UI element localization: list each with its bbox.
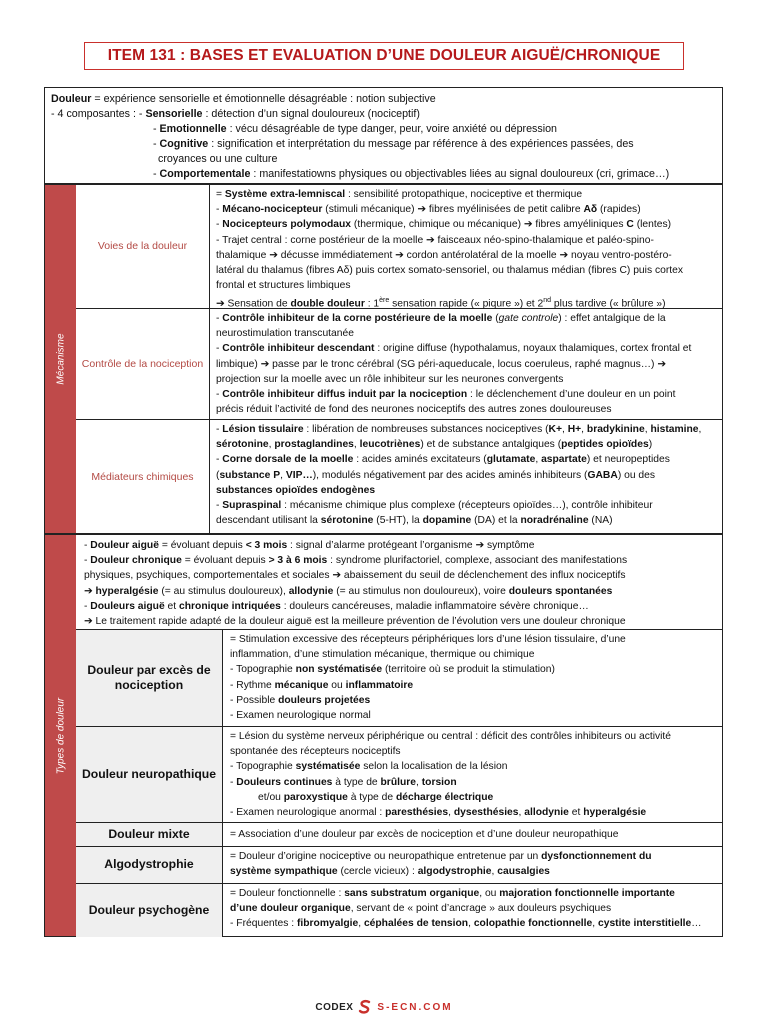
text-line: = Douleur fonctionnelle : sans substratum organique, ou majoration fonctionnelle importante (230, 888, 675, 899)
row-content-voies (210, 185, 722, 309)
text-line: - Supraspinal : mécanisme chimique plus complexe (récepteurs opioïdes…), contrôle inhibiteur (216, 500, 653, 512)
type-content-algodystrophie (223, 847, 722, 884)
text-line: - Contrôle inhibiteur descendant : origine diffuse (hypothalamus, noyaux thalamiques, cortex frontal et (216, 343, 692, 355)
text-line: - Douleur aiguë = évoluant depuis < 3 mois : signal d’alarme protégeant l’organisme ➔ symptôme (84, 540, 535, 551)
text-line: = Association d’une douleur par excès de nociception et d’une douleur neuropathique (230, 829, 619, 840)
text-line: projection sur la moelle avec un rôle inhibiteur sur les neurones convergents (216, 373, 564, 385)
text-line: - Possible douleurs projetées (230, 694, 371, 706)
text-line: sérotonine, prostaglandines, leucotriènes) et de substance antalgiques (peptides opioïdes) (216, 439, 653, 451)
text-line: précis réduit l’activité de fond des neurones nociceptifs des autres zones douloureuses (216, 404, 612, 416)
text-line: - Examen neurologique normal (230, 710, 371, 722)
text-line: - Douleurs continues à type de brûlure, torsion (230, 776, 457, 788)
text-line: - Rythme mécanique ou inflammatoire (230, 679, 414, 691)
text-line: spontanée des récepteurs nociceptifs (230, 746, 401, 758)
footer-codex: CODEX (315, 1001, 354, 1013)
page-title: ITEM 131 : BASES ET EVALUATION D’UNE DOULEUR AIGUË/CHRONIQUE (84, 42, 684, 70)
text-line: descendant utilisant la sérotonine (5-HT), la dopamine (DA) et la noradrénaline (NA) (216, 515, 613, 527)
row-label-mediateurs: Médiateurs chimiques (76, 420, 210, 534)
type-label-nociception: Douleur par excès de nociception (76, 630, 223, 727)
text-line: ➔ Sensation de double douleur : 1ère sensation rapide (« piqure ») et 2nd plus tardive (« brûlure ») (216, 297, 666, 310)
types-band (45, 535, 76, 936)
type-content-mixte (223, 823, 722, 847)
text-line: - Topographie systématisée selon la localisation de la lésion (230, 761, 508, 773)
text-line: - Douleurs aiguë et chronique intriquées : douleurs cancéreuses, maladie inflammatoire sévère chronique… (84, 600, 589, 612)
text-line: = Stimulation excessive des récepteurs périphériques lors d’une lésion tissulaire, d’une (230, 634, 626, 645)
type-label-algodystrophie: Algodystrophie (76, 847, 223, 884)
type-label-mixte: Douleur mixte (76, 823, 223, 847)
type-content-psychogene (223, 884, 722, 937)
text-line: - Examen neurologique anormal : paresthésies, dysesthésies, allodynie et hyperalgésie (230, 807, 647, 819)
text-line: inflammation, d’une stimulation mécanique, thermique ou chimique (230, 649, 535, 661)
type-content-neuropathique (223, 727, 722, 823)
mecanisme-band (45, 185, 76, 533)
definition-box (44, 87, 723, 184)
definition-line: Douleur = expérience sensorielle et émotionnelle désagréable : notion subjective (51, 93, 436, 105)
text-line: - Douleur chronique = évoluant depuis > 3 à 6 mois : syndrome plurifactoriel, complexe, associant des manifestations (84, 555, 628, 567)
types-band-label: Types de douleur (55, 697, 66, 774)
text-line: latéral du thalamus (fibres Aδ) puis cortex somato-sensoriel, ou thalamus médian (fibres C) puis cortex (216, 265, 683, 277)
text-line: - Contrôle inhibiteur de la corne postérieure de la moelle (gate controle) : effet antalgique de la (216, 313, 666, 324)
definition-line: - Emotionnelle : vécu désagréable de type danger, peur, voire anxiété ou dépression (153, 122, 557, 135)
definition-line: - 4 composantes : - Sensorielle : détection d’un signal douloureux (nociceptif) (51, 107, 420, 120)
footer (0, 998, 768, 1016)
s-ecn-logo-icon (357, 999, 373, 1015)
text-line: frontal et structures limbiques (216, 280, 351, 292)
mecanisme-band-label: Mécanisme (55, 333, 66, 385)
text-line: = Système extra-lemniscal : sensibilité protopathique, nociceptive et thermique (216, 189, 583, 200)
types-summary (76, 535, 722, 630)
text-line: neurostimulation transcutanée (216, 328, 354, 340)
footer-site: S-ECN.COM (377, 1001, 453, 1013)
text-line: système sympathique (cercle vicieux) : algodystrophie, causalgies (230, 866, 550, 878)
text-line: - Lésion tissulaire : libération de nombreuses substances nociceptives (K+, H+, bradykinine, histamine, (216, 424, 702, 435)
row-content-controle (210, 309, 722, 420)
row-content-mediateurs (210, 420, 722, 534)
text-line: (substance P, VIP…), modulés négativement par des acides aminés inhibiteurs (GABA) ou des (216, 469, 656, 481)
text-line: - Fréquentes : fibromyalgie, céphalées de tension, colopathie fonctionnelle, cystite interstitielle… (230, 918, 702, 930)
type-content-nociception (223, 630, 722, 727)
definition-line: - Cognitive : signification et interprétation du message par référence à des expériences passées, des (153, 137, 634, 150)
text-line: substances opioïdes endogènes (216, 484, 376, 496)
type-label-neuropathique: Douleur neuropathique (76, 727, 223, 823)
text-line: physiques, psychiques, comportementales et sociales ➔ abaissement du seuil de déclenchement des influx nociceptifs (84, 570, 626, 582)
text-line: - Contrôle inhibiteur diffus induit par la nociception : le déclenchement d’une douleur en un point (216, 389, 676, 401)
type-label-psychogene: Douleur psychogène (76, 884, 223, 937)
row-label-controle: Contrôle de la nociception (76, 309, 210, 420)
definition-line: croyances ou une culture (158, 152, 278, 165)
text-line: d’une douleur organique, servant de « point d’ancrage » aux douleurs psychiques (230, 903, 612, 915)
text-line: ➔ Le traitement rapide adapté de la douleur aiguë est la meilleure prévention de l’évolution vers une douleur chronique (84, 616, 626, 628)
text-line: - Nocicepteurs polymodaux (thermique, chimique ou mécanique) ➔ fibres amyéliniques C (lentes) (216, 219, 672, 231)
text-line: = Douleur d’origine nociceptive ou neuropathique entretenue par un dysfonctionnement du (230, 851, 652, 862)
text-line: - Corne dorsale de la moelle : acides aminés excitateurs (glutamate, aspartate) et neuropeptides (216, 454, 670, 466)
text-line: - Mécano-nocicepteur (stimuli mécanique) ➔ fibres myélinisées de petit calibre Aδ (rapides) (216, 204, 641, 216)
text-line: limbique) ➔ passe par le tronc cérébral (SG péri-aqueducale, locus coeruleus, raphé magnus…) ➔ (216, 358, 666, 370)
definition-line: - Comportementale : manifestatiowns physiques ou objectivables liées au signal douloureux (cri, grimace…) (153, 167, 670, 180)
text-line: thalamique ➔ décusse immédiatement ➔ cordon antérolatéral de la moelle ➔ noyau ventro-postéro- (216, 249, 672, 261)
text-line: - Topographie non systématisée (territoire où se produit la stimulation) (230, 664, 555, 676)
text-line: et/ou paroxystique à type de décharge électrique (258, 791, 494, 803)
types-section (44, 534, 723, 937)
text-line: = Lésion du système nerveux périphérique ou central : déficit des contrôles inhibiteurs ou activité (230, 731, 672, 742)
row-label-voies: Voies de la douleur (76, 185, 210, 309)
text-line: - Trajet central : corne postérieur de la moelle ➔ faisceaux néo-spino-thalamique et paléo-spino- (216, 234, 654, 246)
mecanisme-section (44, 184, 723, 534)
text-line: ➔ hyperalgésie (= au stimulus douloureux), allodynie (= au stimulus non douloureux), voire douleurs spontanées (84, 585, 613, 597)
